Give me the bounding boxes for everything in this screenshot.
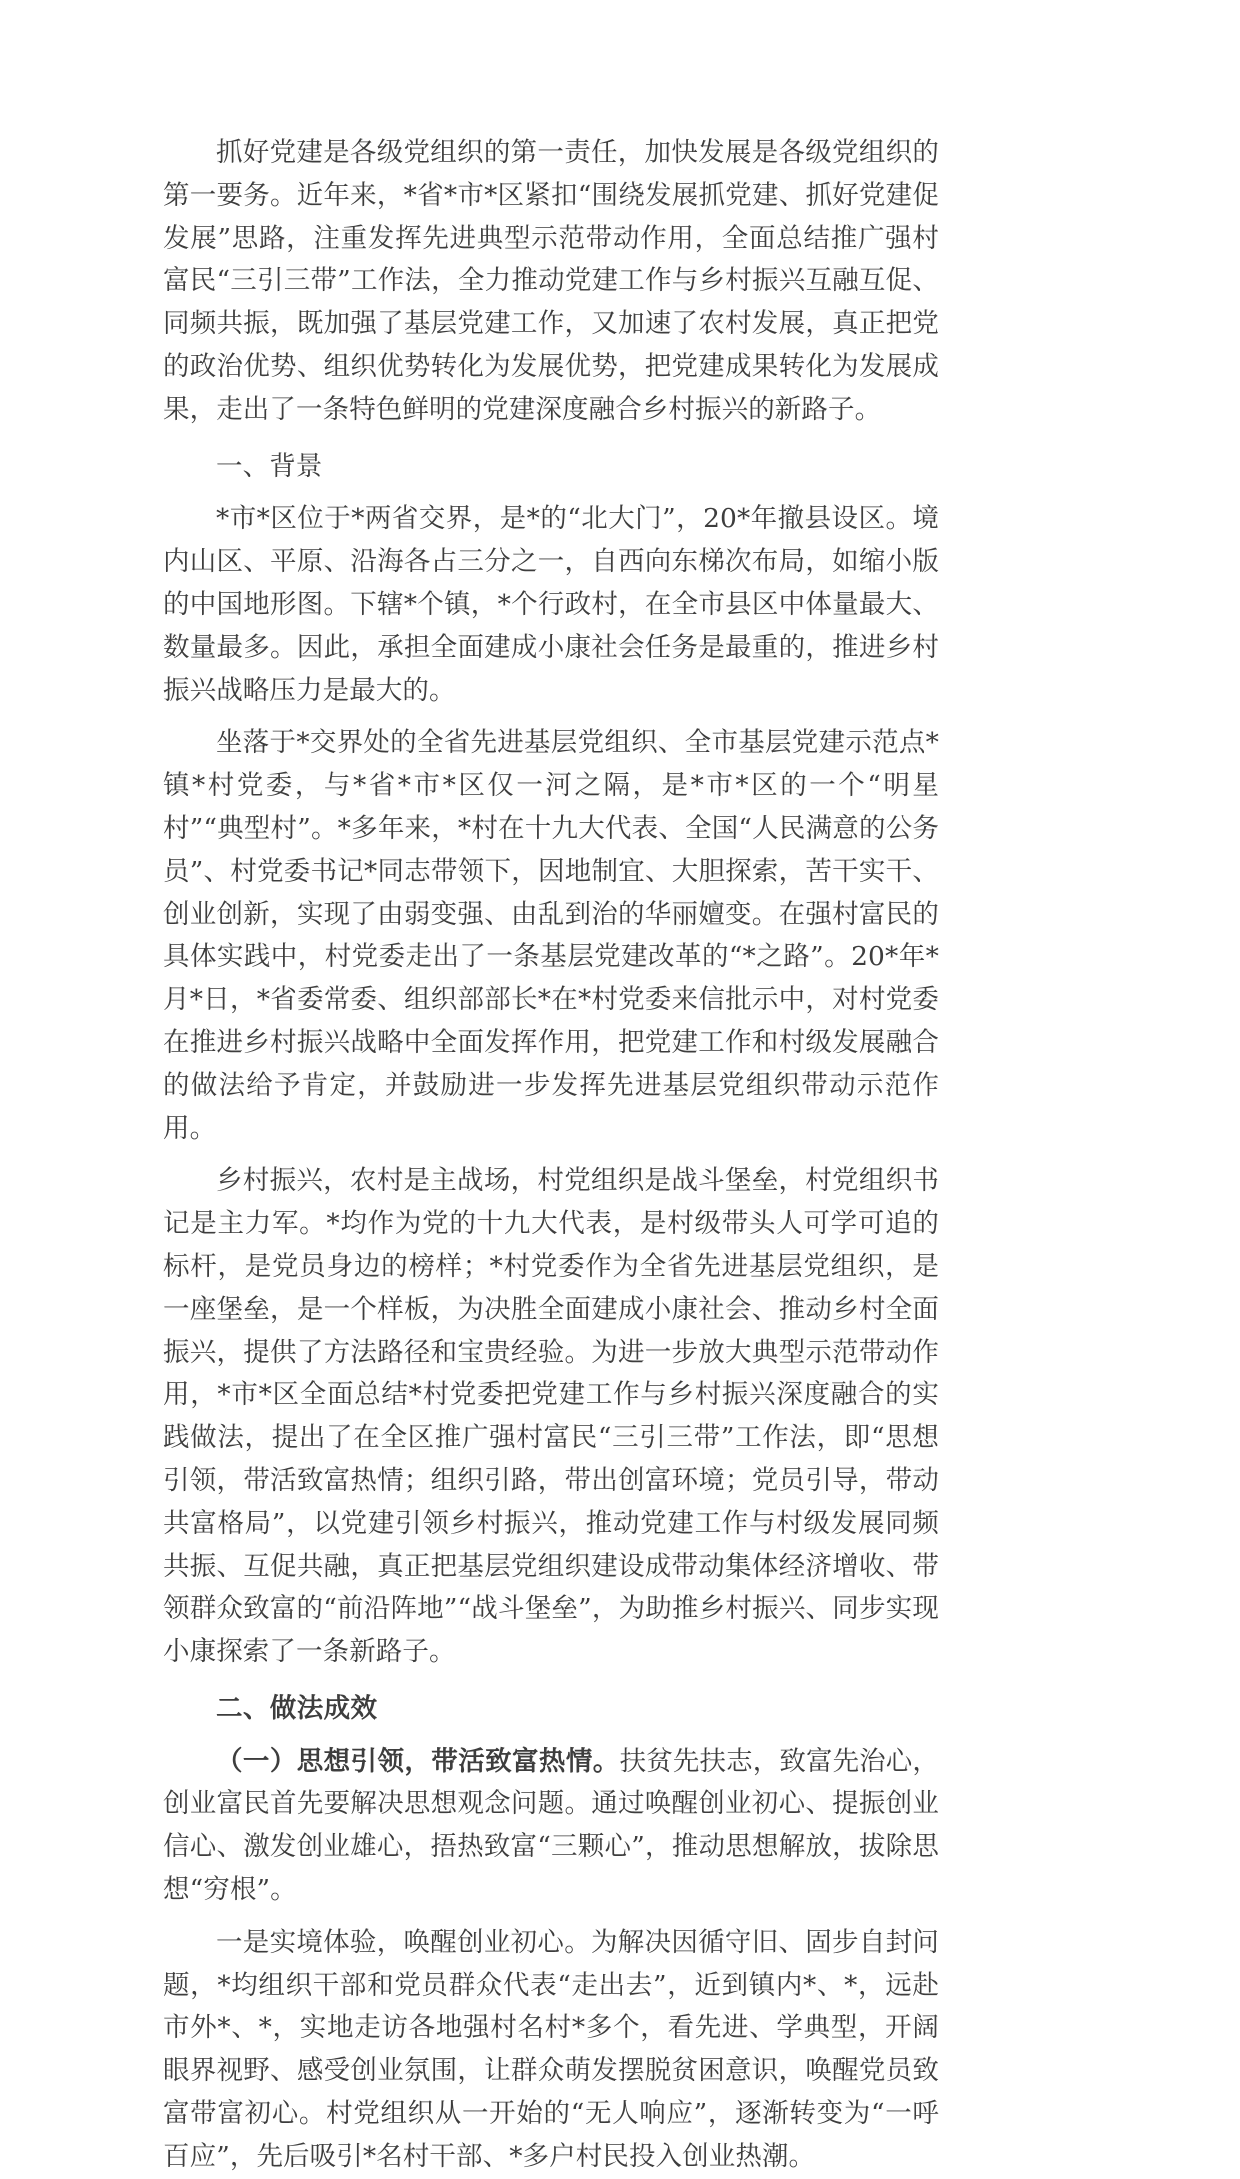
paragraph-village-history: 坐落于*交界处的全省先进基层党组织、全市基层党建示范点*镇*村党委，与*省*市*区仅一河之隔，是*市*区的一个“明星村”“典型村”。*多年来，*村在十九大代表、全国“人民满意的公务员”、村党委书记*同志带领下，因地制宜、大胆探索，苦干实干、创业创新，实现了由弱变强、由乱到治的华丽嬗变。在强村富民的具体实践中，村党委走出了一条基层党建改革的“*之路”。20*年*月*日，*省委常委、组织部部长*在*村党委来信批示中，对村党委在推进乡村振兴战略中全面发挥作用，把党建工作和村级发展融合的做法给予肯定，并鼓励进一步发挥先进基层党组织带动示范作用。: [163, 727, 939, 1144]
paragraph-subsection-one: [163, 1741, 939, 1912]
subsection-lead-ideological-guidance: （一）思想引领，带活致富热情。: [216, 1745, 620, 1777]
section-heading-practices-results: 二、做法成效: [216, 1692, 378, 1724]
paragraph-district-overview: *市*区位于*两省交界，是*的“北大门”，20*年撤县设区。境内山区、平原、沿海各占三分之一，自西向东梯次布局，如缩小版的中国地形图。下辖*个镇，*个行政村，在全市县区中体量最大、数量最多。因此，承担全面建成小康社会任务是最重的，推进乡村振兴战略压力是最大的。: [163, 503, 939, 706]
subsection-body-ideological-guidance: 扶贫先扶志，致富先治心，创业富民首先要解决思想观念问题。通过唤醒创业初心、提振创业信心、激发创业雄心，捂热致富“三颗心”，推动思想解放，拔除思想“穷根”。: [163, 1745, 939, 1906]
paragraph-intro: 抓好党建是各级党组织的第一责任，加快发展是各级党组织的第一要务。近年来，*省*市*区紧扣“围绕发展抓党建、抓好党建促发展”思路，注重发挥先进典型示范带动作用，全面总结推广强村富民“三引三带”工作法，全力推动党建工作与乡村振兴互融互促、同频共振，既加强了基层党建工作，又加速了农村发展，真正把党的政治优势、组织优势转化为发展优势，把党建成果转化为发展成果，走出了一条特色鲜明的党建深度融合乡村振兴的新路子。: [163, 137, 939, 425]
section-heading-background: 一、背景: [216, 450, 323, 482]
document-body: [163, 132, 939, 2179]
paragraph-rural-revitalization: 乡村振兴，农村是主战场，村党组织是战斗堡垒，村党组织书记是主力军。*均作为党的十九大代表，是村级带头人可学可追的标杆，是党员身边的榜样；*村党委作为全省先进基层党组织，是一座堡垒，是一个样板，为决胜全面建成小康社会、推动乡村全面振兴，提供了方法路径和宝贵经验。为进一步放大典型示范带动作用，*市*区全面总结*村党委把党建工作与乡村振兴深度融合的实践做法，提出了在全区推广强村富民“三引三带”工作法，即“思想引领，带活致富热情；组织引路，带出创富环境；党员引导，带动共富格局”，以党建引领乡村振兴，推动党建工作与村级发展同频共振、互促共融，真正把基层党组织建设成带动集体经济增收、带领群众致富的“前沿阵地”“战斗堡垒”，为助推乡村振兴、同步实现小康探索了一条新路子。: [163, 1165, 939, 1668]
paragraph-point-one-experience: 一是实境体验，唤醒创业初心。为解决因循守旧、固步自封问题，*均组织干部和党员群众代表“走出去”，近到镇内*、*，远赴市外*、*，实地走访各地强村名村*多个，看先进、学典型，开阔眼界视野、感受创业氛围，让群众萌发摆脱贫困意识，唤醒党员致富带富初心。村党组织从一开始的“无人响应”，逐渐转变为“一呼百应”，先后吸引*名村干部、*多户村民投入创业热潮。: [163, 1926, 939, 2172]
